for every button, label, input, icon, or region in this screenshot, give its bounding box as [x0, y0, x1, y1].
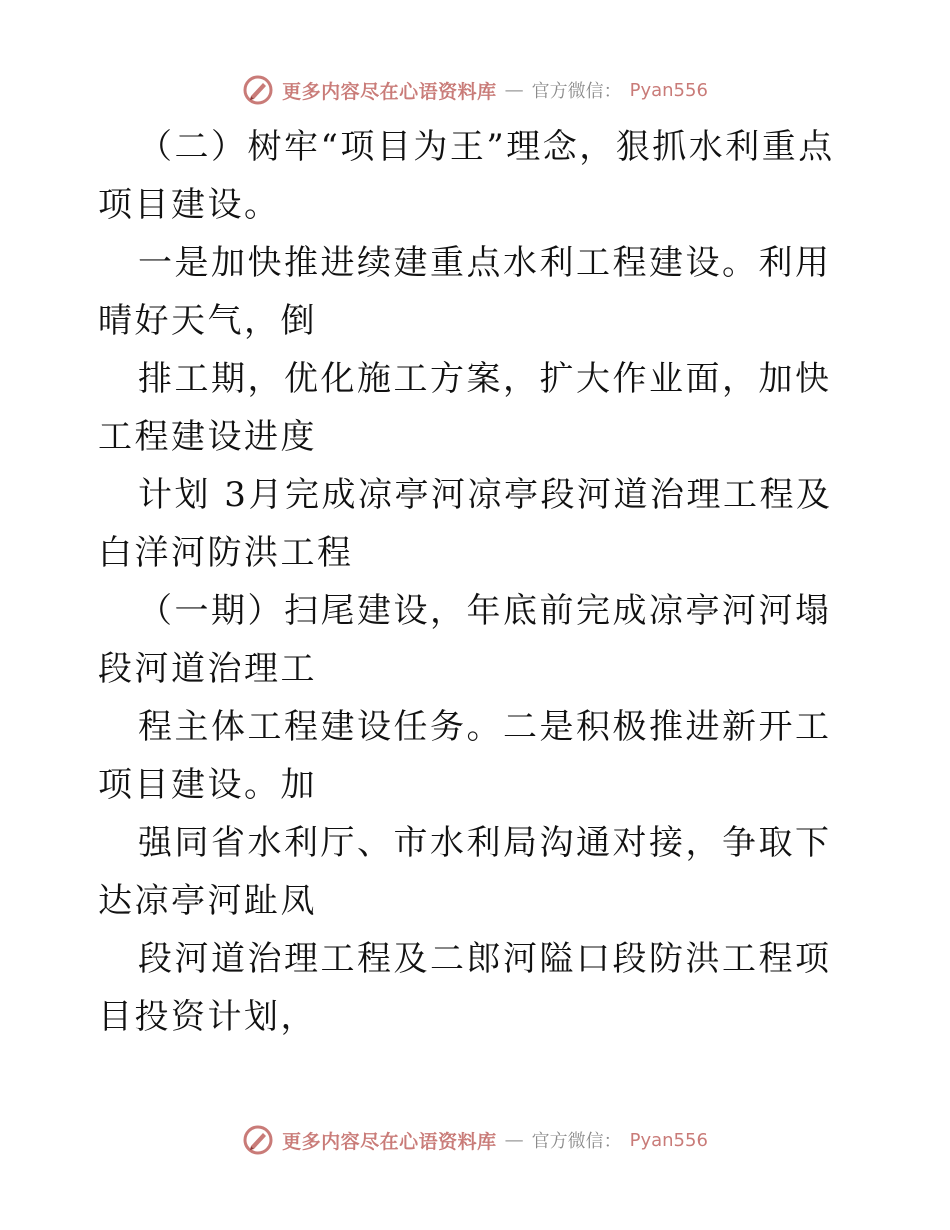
header-watermark — [0, 72, 950, 108]
watermark-group — [242, 74, 708, 106]
paragraph: 段河道治理工程及二郎河隘口段防洪工程项目投资计划， — [98, 939, 832, 1037]
document-body — [98, 118, 858, 1046]
watermark-separator: — — [504, 1129, 524, 1151]
pen-logo-icon — [242, 74, 274, 106]
paragraph: 计划 3月完成凉亭河凉亭段河道治理工程及白洋河防洪工程 — [98, 475, 833, 573]
paragraph: 程主体工程建设任务。二是积极推进新开工项目建设。加 — [98, 707, 832, 805]
watermark-wechat-id: Pyan556 — [629, 79, 708, 101]
watermark-separator: — — [504, 79, 524, 101]
watermark-wechat-label: 官方微信： — [531, 1131, 622, 1152]
pen-logo-icon — [242, 1124, 274, 1156]
paragraph: 强同省水利厅、市水利局沟通对接，争取下达凉亭河趾凤 — [98, 823, 832, 921]
watermark-brand: 更多内容尽在心语资料库 — [282, 80, 497, 103]
paragraph: （二）树牢“项目为王”理念，狠抓水利重点项目建设。 — [98, 127, 835, 225]
footer-watermark — [0, 1122, 950, 1158]
watermark-wechat-label: 官方微信： — [531, 81, 622, 102]
watermark-wechat-id: Pyan556 — [629, 1129, 708, 1151]
watermark-brand: 更多内容尽在心语资料库 — [282, 1130, 497, 1153]
watermark-group — [242, 1124, 708, 1156]
paragraph: 排工期，优化施工方案，扩大作业面，加快工程建设进度 — [98, 359, 832, 457]
paragraph: 一是加快推进续建重点水利工程建设。利用晴好天气，倒 — [98, 243, 832, 341]
paragraph: （一期）扫尾建设，年底前完成凉亭河河塌段河道治理工 — [98, 591, 832, 689]
